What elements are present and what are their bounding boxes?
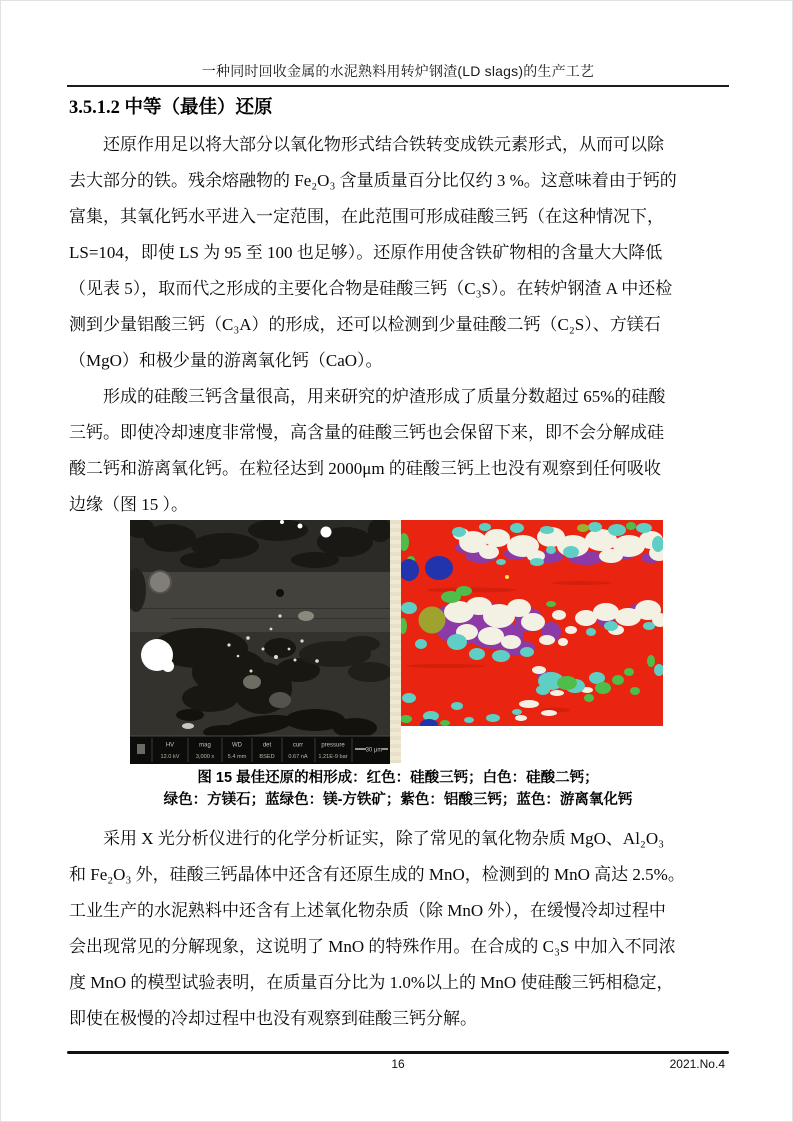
text-line: LS=104，即使 LS 为 95 至 100 也足够）。还原作用使含铁矿物相的含量大大降低 [69, 243, 663, 262]
text-line: 边缘（图 15 ）。 [69, 495, 188, 514]
sem-bar-label: curr [292, 742, 304, 749]
sem-scale-text: 30 μm [365, 747, 383, 754]
page-number: 16 [391, 1057, 405, 1071]
film-strip-divider [390, 520, 401, 763]
sem-micrograph-svg [130, 520, 390, 764]
footer-rule [67, 1051, 729, 1054]
text-line: 工业生产的水泥熟料中还含有上述氧化物杂质（除 MnO 外），在缓慢冷却过程中 [69, 901, 666, 920]
sem-bar-label: pressure [321, 742, 345, 749]
sem-bar-value: 12.0 kV [160, 754, 180, 760]
paragraph-3 [69, 821, 731, 1037]
issue-label: 2021.No.4 [669, 1057, 725, 1071]
text-line: （MgO）和极少量的游离氧化钙（CaO）。 [69, 351, 383, 370]
text-line: 测到少量铝酸三钙（C₃A）的形成，还可以检测到少量硅酸二钙（C₂S）、方镁石 [69, 315, 661, 334]
paragraph-1 [69, 127, 731, 379]
paragraph-2 [69, 379, 731, 523]
figure-caption-line-2: 绿色：方镁石；蓝绿色：镁-方铁矿；紫色：铝酸三钙；蓝色：游离氧化钙 [163, 791, 633, 808]
text-line: 即使在极慢的冷却过程中也没有观察到硅酸三钙分解。 [69, 1009, 477, 1028]
text-line: 采用 X 光分析仪进行的化学分析证实，除了常见的氧化物杂质 MgO、Al₂O₃ [103, 829, 665, 848]
section-heading: 3.5.1.2 中等（最佳）还原 [69, 98, 273, 118]
header-rule [67, 85, 729, 87]
text-line: 和 Fe₂O₃ 外，硅酸三钙晶体中还含有还原生成的 MnO，检测到的 MnO 高达 2.5%。 [69, 865, 685, 884]
text-line: 三钙。即使冷却速度非常慢，高含量的硅酸三钙也会保留下来，即不会分解成硅 [69, 423, 664, 442]
text-line: 度 MnO 的模型试验表明，在质量百分比为 1.0%以上的 MnO 使硅酸三钙相稳定， [69, 973, 674, 992]
sem-bar-label: WD [232, 742, 242, 749]
text-line: 去大部分的铁。残余熔融物的 Fe₂O₃ 含量质量百分比仅约 3 %。这意味着由于钙的 [69, 171, 677, 190]
text-line: 酸二钙和游离氧化钙。在粒径达到 2000μm 的硅酸三钙上也没有观察到任何吸收 [69, 459, 661, 478]
sem-info-bar [130, 736, 390, 764]
figure-15 [130, 520, 663, 764]
figure-caption [69, 768, 727, 811]
sem-bar-icon [137, 744, 145, 754]
sem-bar-value: 1.21E-9 bar [318, 754, 348, 760]
sem-bar-label: det [262, 742, 272, 749]
sem-bar-value: 0.67 nA [288, 754, 308, 760]
sem-bar-label: HV [165, 742, 175, 749]
text-line: 还原作用足以将大部分以氧化物形式结合铁转变成铁元素形式，从而可以除 [103, 135, 664, 154]
sem-bar-label: mag [199, 742, 211, 749]
text-line: 形成的硅酸三钙含量很高，用来研究的炉渣形成了质量分数超过 65%的硅酸 [103, 387, 666, 406]
phase-olive-inclusion [419, 607, 446, 634]
text-line: （见表 5），取而代之形成的主要化合物是硅酸三钙（C₃S）。在转炉钢渣 A 中还检 [69, 279, 673, 298]
sem-bar-value: 3,000 x [195, 754, 215, 760]
sem-micrograph-image [130, 520, 390, 764]
running-header-title: 一种同时回收金属的水泥熟料用转炉钢渣(LD slags)的生产工艺 [201, 63, 595, 79]
phase-map-svg [401, 520, 663, 726]
phase-map-image [401, 520, 663, 726]
text-line: 会出现常见的分解现象，这说明了 MnO 的特殊作用。在合成的 C₃S 中加入不同浓 [69, 937, 676, 956]
phase-yellow-dot [505, 575, 509, 579]
sem-bar-value: 5.4 mm [227, 754, 247, 760]
text-line: 富集，其氧化钙水平进入一定范围，在此范围可形成硅酸三钙（在这种情况下， [69, 207, 664, 226]
figure-caption-line-1: 图 15 最佳还原的相形成：红色：硅酸三钙；白色：硅酸二钙； [197, 770, 599, 786]
sem-gray-inclusion [149, 571, 171, 593]
sem-bar-value: BSED [259, 754, 275, 760]
